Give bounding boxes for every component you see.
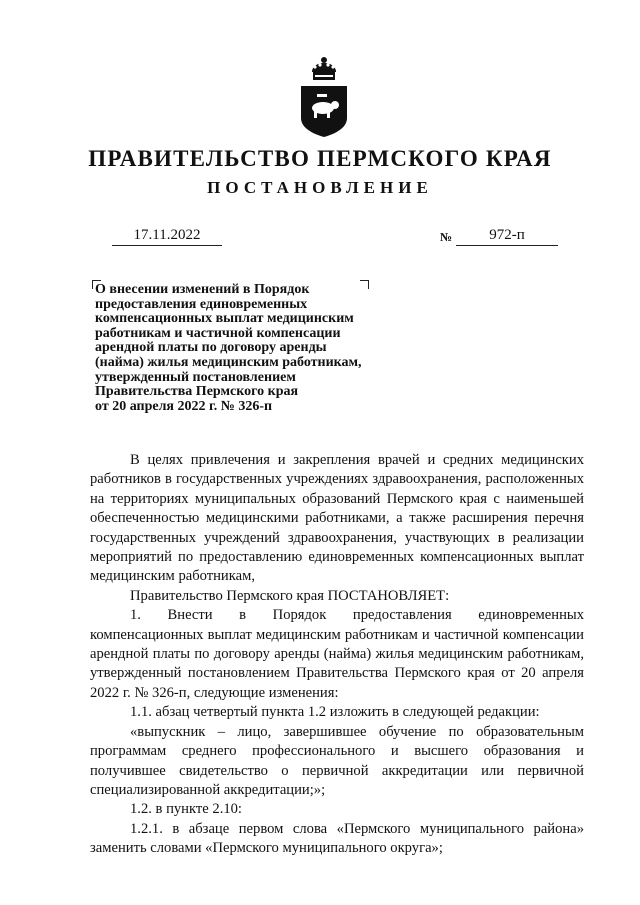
- subject-line: компенсационных выплат медицинским: [95, 311, 354, 327]
- body-paragraph: В целях привлечения и закрепления врачей и средних медицинских работников в государственных учреждениях здравоохранения, расположенных на территориях муниципальных образований Пермского края с наименьшей обеспеченностью медицинскими работниками, а также расширения перечня государственных учреждений здравоохранения, участвующих в реализации мероприятий по предоставлению единовременных компенсационных выплат медицинским работникам,: [90, 452, 584, 585]
- subject-line: работникам и частичной компенсации: [95, 325, 341, 341]
- subject-line: (найма) жилья медицинским работникам,: [95, 354, 362, 370]
- body-paragraph: «выпускник – лицо, завершившее обучение по образовательным программам среднего профессионального и высшего образования и получившее свидетельство о первичной аккредитации или первичной специализированной аккредитации;»;: [90, 723, 584, 798]
- document-type: ПОСТАНОВЛЕНИЕ: [207, 178, 433, 197]
- coat-of-arms-icon: [299, 56, 349, 138]
- body-paragraph: 1. Внести в Порядок предоставления единовременных компенсационных выплат медицинским работникам и частичной компенсации арендной платы по договору аренды (найма) жилья медицинским работникам, утвержденный постановлением Правительства Пермского края от 20 апреля 2022 г. № 326-п, следующие изменения:: [90, 607, 584, 701]
- document-date: 17.11.2022: [112, 225, 222, 246]
- subject-line: от 20 апреля 2022 г. № 326-п: [95, 398, 273, 414]
- document-number: 972-п: [456, 225, 558, 246]
- body-paragraph: 1.2. в пункте 2.10:: [130, 801, 242, 818]
- number-label: №: [440, 230, 453, 244]
- subject-line: утвержденный постановлением: [95, 369, 296, 385]
- subject-line: Правительства Пермского края: [95, 384, 299, 400]
- body-paragraph: 1.2.1. в абзаце первом слова «Пермского муниципального района» заменить словами «Пермского муниципального округа»;: [90, 820, 584, 857]
- document-body: [90, 451, 584, 859]
- body-paragraph: Правительство Пермского края ПОСТАНОВЛЯЕТ:: [130, 587, 450, 604]
- government-title: ПРАВИТЕЛЬСТВО ПЕРМСКОГО КРАЯ: [88, 146, 552, 171]
- subject-line: О внесении изменений в Порядок: [95, 282, 310, 297]
- body-paragraph: 1.1. абзац четвертый пункта 1.2 изложить в следующей редакции:: [130, 704, 540, 721]
- subject-line: арендной платы по договору аренды: [95, 340, 327, 356]
- subject-line: предоставления единовременных: [95, 296, 308, 312]
- document-subject: [95, 283, 395, 414]
